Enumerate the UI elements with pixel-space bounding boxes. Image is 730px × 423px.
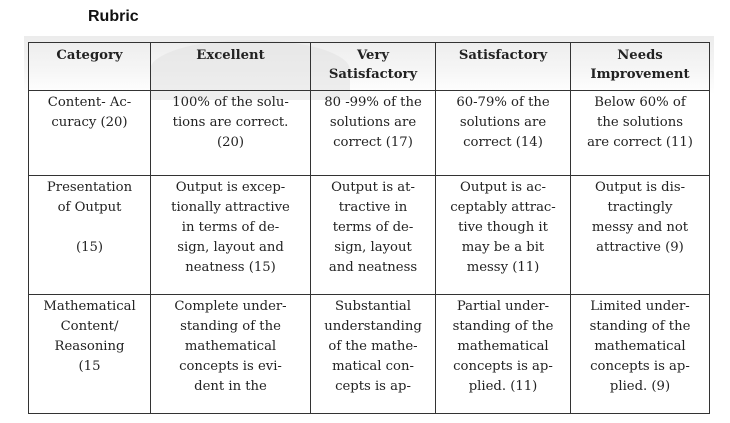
rubric-table: [28, 42, 710, 414]
column-header-category: Category: [29, 43, 151, 91]
needs-improvement-cell: Output is dis- tractingly messy and not attractive (9): [571, 176, 710, 295]
excellent-cell: Complete under- standing of the mathematical concepts is evi- dent in the: [151, 295, 311, 414]
page-title: Rubric: [88, 8, 139, 25]
needs-improvement-cell: Below 60% of the solutions are correct (11): [571, 91, 710, 176]
satisfactory-cell: Output is ac- ceptably attrac- tive though it may be a bit messy (11): [436, 176, 571, 295]
very-satisfactory-cell: Output is at- tractive in terms of de- sign, layout and neatness: [311, 176, 436, 295]
table-row: [29, 295, 710, 414]
column-header-satisfactory: Satisfactory: [436, 43, 571, 91]
column-header-needs-improvement: Needs Improvement: [571, 43, 710, 91]
excellent-cell: 100% of the solu- tions are correct. (20): [151, 91, 311, 176]
excellent-cell: Output is excep- tionally attractive in terms of de- sign, layout and neatness (15): [151, 176, 311, 295]
table-row: [29, 91, 710, 176]
very-satisfactory-cell: 80 -99% of the solutions are correct (17): [311, 91, 436, 176]
table-row: [29, 176, 710, 295]
table-header-row: [29, 43, 710, 91]
satisfactory-cell: Partial under- standing of the mathematical concepts is ap- plied. (11): [436, 295, 571, 414]
satisfactory-cell: 60-79% of the solutions are correct (14): [436, 91, 571, 176]
column-header-very-satisfactory: Very Satisfactory: [311, 43, 436, 91]
needs-improvement-cell: Limited under- standing of the mathematical concepts is ap- plied. (9): [571, 295, 710, 414]
very-satisfactory-cell: Substantial understanding of the mathe- matical con- cepts is ap-: [311, 295, 436, 414]
category-cell: Presentation of Output (15): [29, 176, 151, 295]
category-cell: Content- Ac- curacy (20): [29, 91, 151, 176]
category-cell: Mathematical Content/ Reasoning (15: [29, 295, 151, 414]
column-header-excellent: Excellent: [151, 43, 311, 91]
